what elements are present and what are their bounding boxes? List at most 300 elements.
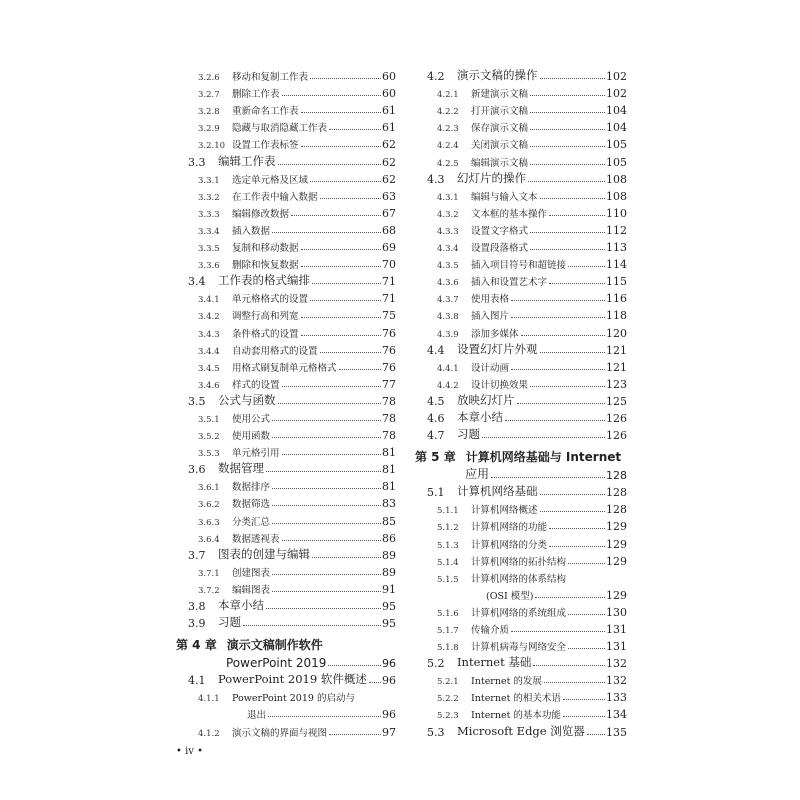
dot-leader [535, 597, 605, 598]
toc-title: 新建演示文稿 [471, 89, 529, 101]
toc-number: 5.1.2 [437, 523, 459, 534]
dot-leader [301, 317, 381, 318]
toc-title: Microsoft Edge 浏览器 [457, 723, 585, 738]
toc-chapter [176, 634, 396, 653]
toc-page-number: 102 [606, 87, 627, 101]
toc-title: 本章小结 [457, 409, 503, 424]
toc-page-number: 121 [606, 360, 627, 374]
toc-section [176, 459, 396, 476]
toc-number: 4.1 [188, 674, 206, 688]
toc-number: 5.1.5 [437, 574, 459, 585]
toc-number: 3.6.4 [198, 534, 220, 545]
toc-number: 4.3.9 [437, 329, 459, 340]
toc-title: 调整行高和列宽 [232, 311, 299, 323]
toc-number: 第 4 章 [176, 638, 217, 653]
toc-page-number: 62 [382, 138, 396, 152]
dot-leader [272, 523, 381, 524]
dot-leader [272, 488, 381, 489]
toc-section [415, 169, 627, 186]
toc-page-number: 112 [606, 223, 627, 237]
toc-subsection [176, 203, 396, 220]
toc-section [176, 670, 396, 687]
toc-subsection [176, 476, 396, 493]
toc-title: 样式的设置 [232, 379, 280, 391]
toc-title: 使用公式 [232, 413, 271, 425]
toc-subsection [415, 636, 627, 653]
toc-number: 5.1.7 [437, 626, 459, 636]
toc-section [415, 391, 627, 408]
toc-number: 3.7 [188, 548, 206, 562]
toc-page-number: 97 [382, 725, 396, 739]
toc-title: 关闭演示文稿 [471, 140, 529, 152]
toc-page-number: 102 [606, 70, 627, 84]
toc-number: 3.5.3 [198, 449, 220, 460]
toc-title: 放映幻灯片 [457, 392, 515, 407]
toc-page-number: 105 [606, 138, 627, 152]
dot-leader [329, 734, 381, 735]
toc-title: 编辑图表 [232, 584, 271, 596]
toc-subsection [415, 687, 627, 704]
toc-number: 3.3.3 [198, 209, 220, 220]
toc-page-number: 61 [382, 121, 396, 135]
toc-subsection [415, 83, 627, 100]
toc-title: 重新命名工作表 [232, 106, 299, 118]
toc-number: 5.2.1 [437, 677, 459, 688]
toc-title: 单元格引用 [232, 448, 280, 460]
toc-subsection [176, 288, 396, 305]
dot-leader [530, 249, 605, 250]
toc-number: 3.4.3 [198, 329, 220, 340]
dot-leader [301, 112, 381, 113]
dot-leader [310, 181, 381, 182]
toc-page-number: 121 [606, 343, 627, 357]
toc-number: 3.6.2 [198, 500, 220, 511]
toc-subsection [176, 374, 396, 391]
toc-number: 3.5.1 [198, 414, 220, 425]
toc-page-number: 128 [606, 503, 627, 517]
dot-leader [282, 95, 381, 96]
toc-section [176, 545, 396, 562]
dot-leader [282, 540, 381, 541]
toc-number: 3.6.1 [198, 483, 220, 494]
toc-title: 编辑演示文稿 [471, 157, 529, 169]
toc-title: 删除和恢复数据 [232, 260, 299, 272]
dot-leader [511, 631, 605, 632]
toc-title: 计算机网络基础 [457, 484, 538, 499]
toc-subsection [415, 670, 627, 687]
toc-number: 4.2.2 [437, 107, 459, 118]
toc-title: Internet 的相关术语 [471, 693, 561, 705]
dot-leader [266, 471, 381, 472]
dot-leader [521, 335, 605, 336]
toc-subsection [415, 533, 627, 550]
toc-title: 演示文稿的操作 [457, 68, 538, 83]
toc-number: 3.4.1 [198, 295, 220, 306]
dot-leader [320, 198, 381, 199]
toc-page-number: 81 [382, 446, 396, 460]
toc-subsection [415, 134, 627, 151]
toc-page-number: 71 [382, 275, 396, 289]
toc-title: Internet 基础 [457, 655, 532, 670]
dot-leader [312, 557, 381, 558]
toc-page-number: 105 [606, 155, 627, 169]
toc-number: 3.8 [188, 600, 206, 613]
dot-leader [540, 198, 605, 199]
dot-leader [301, 266, 381, 267]
toc-title: 在工作表中输入数据 [232, 191, 318, 203]
toc-number: 5.1.4 [437, 557, 459, 568]
toc-subsection [415, 288, 627, 305]
toc-page-number: 132 [606, 674, 627, 688]
dot-leader [549, 546, 605, 547]
dot-leader [282, 386, 381, 387]
toc-title: 公式与函数 [218, 392, 276, 407]
toc-page-number: 85 [382, 514, 396, 528]
toc-page-number: 113 [606, 241, 627, 255]
toc-page-number: 95 [382, 617, 396, 631]
toc-title: 计算机网络基础与 Internet [465, 450, 622, 465]
toc-title: 分类汇总 [232, 516, 271, 528]
toc-number: 4.3.5 [437, 261, 459, 272]
toc-number: 3.3.2 [198, 192, 220, 203]
toc-right-column [415, 66, 627, 739]
toc-page-number: 108 [606, 172, 627, 186]
toc-title: 设置文字格式 [471, 225, 529, 237]
toc-page-number: 131 [606, 640, 627, 654]
toc-subsection [415, 568, 627, 585]
dot-leader [540, 511, 605, 512]
toc-page-number: 132 [606, 657, 627, 671]
toc-title: 移动和复制工作表 [232, 72, 309, 84]
dot-leader [491, 477, 605, 478]
toc-page-number: 131 [606, 623, 627, 636]
dot-leader [530, 164, 605, 165]
toc-title: 习题 [218, 615, 241, 630]
toc-page-number: 91 [382, 582, 396, 596]
toc-page-number: 115 [606, 275, 627, 289]
toc-number: 3.2.8 [198, 107, 220, 118]
toc-number: 4.3.4 [437, 244, 459, 255]
dot-leader [339, 369, 381, 370]
toc-number: 3.4.4 [198, 346, 220, 357]
toc-title: 设计动画 [471, 362, 510, 374]
toc-number: 4.3.3 [437, 226, 459, 237]
toc-subsection [415, 499, 627, 516]
dot-leader [517, 403, 606, 404]
toc-left-column [176, 66, 396, 739]
toc-page-number: 133 [606, 691, 627, 705]
toc-title: 工作表的格式编排 [218, 273, 310, 288]
toc-title: (OSI 模型) [486, 590, 534, 602]
toc-number: 3.5.2 [198, 432, 220, 443]
toc-page-number: 110 [606, 206, 627, 220]
toc-subsection [176, 134, 396, 151]
toc-number: 4.7 [427, 429, 445, 443]
toc-page-number: 78 [382, 429, 396, 443]
toc-title: 插入数据 [232, 225, 271, 237]
toc-page-number: 129 [606, 554, 627, 568]
toc-title: 计算机网络概述 [471, 505, 538, 517]
toc-number: 第 5 章 [415, 450, 456, 465]
toc-chapter [415, 446, 627, 465]
toc-subsection [176, 425, 396, 442]
toc-title: 文本框的基本操作 [471, 208, 548, 220]
toc-subsection [176, 305, 396, 322]
dot-leader [511, 369, 605, 370]
toc-title: 隐藏与取消隐藏工作表 [232, 123, 328, 135]
dot-leader [533, 665, 605, 666]
toc-page-number: 68 [382, 223, 396, 237]
dot-leader [530, 112, 605, 113]
toc-subsection [415, 117, 627, 134]
dot-leader [243, 625, 381, 626]
dot-leader [301, 146, 381, 147]
dot-leader [301, 335, 381, 336]
toc-title: 编辑与输入文本 [471, 191, 538, 203]
dot-leader [530, 386, 605, 387]
toc-title: 设置工作表标签 [232, 140, 299, 152]
toc-page-number: 67 [382, 206, 396, 220]
toc-subsection [176, 254, 396, 271]
toc-subsection [415, 551, 627, 568]
toc-number: 4.3.2 [437, 209, 459, 220]
dot-leader [530, 95, 605, 96]
toc-subsection [415, 704, 627, 721]
dot-leader [549, 283, 605, 284]
dot-leader [563, 699, 605, 700]
dot-leader [544, 682, 605, 683]
toc-entry-continuation [415, 465, 627, 482]
toc-number: 5.1.6 [437, 608, 459, 619]
toc-section [176, 391, 396, 408]
toc-subsection [176, 408, 396, 425]
toc-number: 3.4.2 [198, 312, 220, 323]
dot-leader [272, 420, 381, 421]
toc-number: 3.3.1 [198, 175, 220, 186]
toc-page-number: 76 [382, 343, 396, 357]
toc-number: 5.2.2 [437, 694, 459, 705]
toc-subsection [415, 100, 627, 117]
toc-number: 4.2 [427, 70, 445, 84]
dot-leader [549, 215, 605, 216]
toc-section [415, 482, 627, 499]
toc-number: 4.3.7 [437, 295, 459, 306]
toc-number: 3.3.6 [198, 261, 220, 272]
dot-leader [511, 300, 605, 301]
toc-number: 5.3 [427, 725, 445, 739]
dot-leader [312, 283, 381, 284]
toc-title: 插入和设置艺术字 [471, 277, 548, 289]
toc-number: 3.9 [188, 617, 206, 631]
toc-section [176, 151, 396, 168]
toc-number: 3.2.7 [198, 90, 220, 101]
toc-page-number: 134 [606, 708, 627, 722]
toc-section [176, 613, 396, 630]
toc-title: 习题 [457, 427, 480, 442]
toc-subsection [176, 117, 396, 134]
toc-page-number: 118 [606, 309, 627, 323]
toc-title: 数据透视表 [232, 533, 280, 545]
toc-number: 3.3 [188, 155, 206, 169]
dot-leader [540, 78, 606, 79]
toc-number: 4.3.6 [437, 278, 459, 289]
toc-number: 3.4.5 [198, 363, 220, 374]
toc-page-number: 70 [382, 258, 396, 272]
toc-page-number: 129 [606, 588, 627, 602]
dot-leader [278, 403, 382, 404]
dot-leader [272, 232, 381, 233]
dot-leader [272, 574, 381, 575]
toc-title: Internet 的发展 [471, 676, 542, 688]
toc-page-number: 96 [382, 674, 396, 688]
toc-title: 计算机病毒与网络安全 [471, 642, 567, 654]
toc-subsection [176, 340, 396, 357]
dot-leader [540, 494, 606, 495]
dot-leader [272, 591, 381, 592]
toc-title: 计算机网络的功能 [471, 522, 548, 534]
toc-title: 数据筛选 [232, 499, 271, 511]
toc-page-number: 86 [382, 531, 396, 545]
toc-number: 4.2.1 [437, 90, 459, 101]
dot-leader [266, 608, 381, 609]
toc-page-number: 135 [606, 725, 627, 739]
dot-leader [329, 129, 381, 130]
dot-leader [511, 317, 605, 318]
toc-page-number: 78 [382, 411, 396, 425]
toc-page-number: 126 [606, 429, 627, 443]
toc-title: 单元格格式的设置 [232, 294, 309, 306]
toc-section [415, 653, 627, 670]
toc-page-number: 75 [382, 309, 396, 323]
toc-number: 3.2.10 [198, 141, 226, 152]
toc-title: 幻灯片的操作 [457, 170, 526, 185]
dot-leader [530, 129, 605, 130]
toc-subsection [415, 322, 627, 339]
dot-leader [282, 454, 381, 455]
dot-leader [568, 563, 605, 564]
toc-subsection [176, 721, 396, 738]
toc-section [415, 340, 627, 357]
toc-title: 编辑工作表 [218, 153, 276, 168]
toc-number: 4.3 [427, 172, 445, 186]
toc-number: 4.3.8 [437, 312, 459, 323]
toc-title: 退出 [247, 710, 267, 722]
toc-subsection [415, 203, 627, 220]
dot-leader [568, 648, 605, 649]
toc-number: 4.3.1 [437, 192, 459, 203]
dot-leader [301, 249, 381, 250]
toc-entry-continuation [176, 653, 396, 670]
toc-subsection [415, 254, 627, 271]
toc-subsection [176, 579, 396, 596]
toc-title: 计算机网络的分类 [471, 539, 548, 551]
toc-title: 设置幻灯片外观 [457, 341, 538, 356]
toc-number: 3.2.9 [198, 124, 220, 135]
toc-subsection [176, 66, 396, 83]
toc-title: 演示文稿制作软件 [226, 638, 323, 653]
toc-section [415, 66, 627, 83]
toc-title: 计算机网络的体系结构 [471, 573, 567, 585]
toc-title: 创建图表 [232, 567, 271, 579]
toc-subsection [176, 169, 396, 186]
toc-number: 5.1 [427, 486, 445, 500]
toc-title: 保存演示文稿 [471, 123, 529, 135]
toc-subsection [176, 83, 396, 100]
toc-subsection [176, 442, 396, 459]
toc-page-number: 96 [382, 708, 396, 722]
toc-title: 使用表格 [471, 294, 510, 306]
toc-title: 数据排序 [232, 482, 271, 494]
toc-number: 3.5 [188, 394, 206, 408]
toc-subsection [176, 528, 396, 545]
dot-leader [587, 734, 605, 735]
toc-page-number: 69 [382, 241, 396, 255]
dot-leader [540, 352, 606, 353]
toc-subsection [415, 619, 627, 636]
toc-page-number: 130 [606, 605, 627, 619]
toc-subsection [176, 220, 396, 237]
toc-title: 数据管理 [218, 461, 264, 476]
toc-number: 4.2.5 [437, 158, 459, 169]
toc-page-number: 71 [382, 292, 396, 306]
toc-title: 图表的创建与编辑 [218, 546, 310, 561]
toc-number: 5.2 [427, 657, 445, 671]
toc-subsection [176, 100, 396, 117]
toc-number: 3.7.1 [198, 568, 220, 579]
toc-number: 5.1.8 [437, 643, 459, 654]
toc-title: 打开演示文稿 [471, 106, 529, 118]
toc-page-number: 60 [382, 87, 396, 101]
toc-number: 4.6 [427, 411, 445, 425]
toc-title: 计算机网络的系统组成 [471, 607, 567, 619]
dot-leader [505, 420, 605, 421]
toc-page-number: 129 [606, 537, 627, 551]
toc-number: 3.4 [188, 275, 206, 289]
toc-title: 使用函数 [232, 431, 271, 443]
dot-leader [568, 614, 605, 615]
toc-number: 4.2.3 [437, 124, 459, 135]
toc-subsection [176, 687, 396, 704]
toc-page-number: 120 [606, 326, 627, 340]
toc-subsection [415, 186, 627, 203]
toc-title: 插入项目符号和超链接 [471, 260, 567, 272]
toc-title: 自动套用格式的设置 [232, 345, 318, 357]
toc-subsection [415, 220, 627, 237]
toc-title: 选定单元格及区域 [232, 174, 309, 186]
page-number: • iv • [176, 746, 204, 757]
toc-subsection [415, 516, 627, 533]
toc-page-number: 63 [382, 189, 396, 203]
toc-subsection [415, 357, 627, 374]
toc-subsection [415, 271, 627, 288]
toc-number: 5.1.1 [437, 506, 459, 517]
toc-page-number: 123 [606, 377, 627, 391]
toc-subsection [176, 357, 396, 374]
toc-number: 4.4.2 [437, 380, 459, 391]
toc-page-number: 96 [382, 657, 396, 671]
toc-number: 4.4.1 [437, 363, 459, 374]
toc-subsection [176, 510, 396, 527]
dot-leader [272, 437, 381, 438]
toc-number: 5.1.3 [437, 540, 459, 551]
toc-page-number: 76 [382, 326, 396, 340]
toc-subsection [176, 237, 396, 254]
toc-page-number: 77 [382, 377, 396, 391]
toc-page-number: 108 [606, 189, 627, 203]
toc-number: 3.3.4 [198, 226, 220, 237]
toc-title: 计算机网络的拓扑结构 [471, 556, 567, 568]
dot-leader [568, 266, 605, 267]
